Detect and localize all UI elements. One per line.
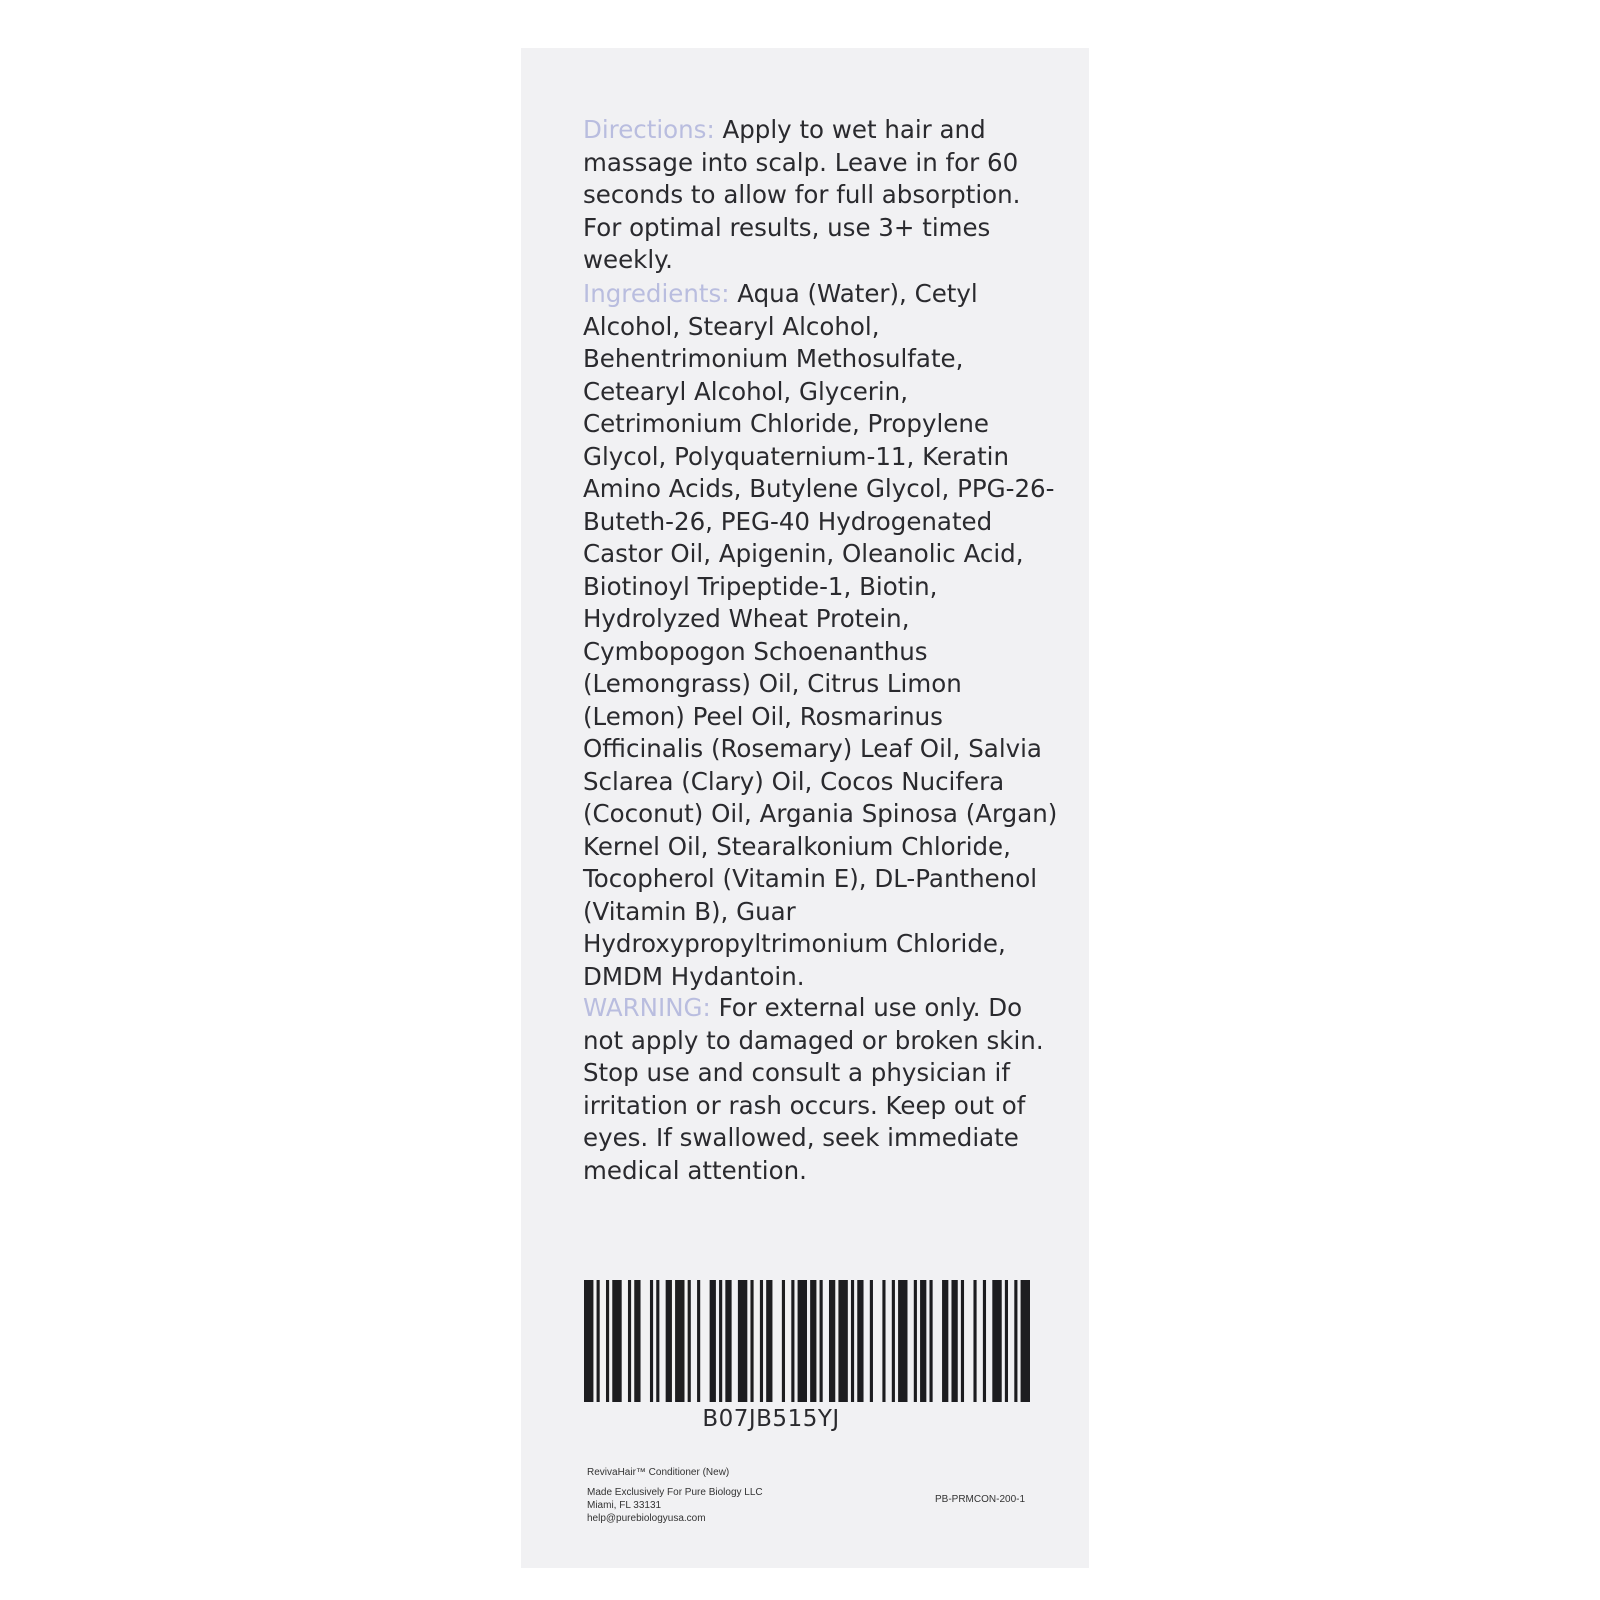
barcode	[584, 1280, 1030, 1402]
directions-section	[583, 114, 1063, 277]
product-code: PB-PRMCON-200-1	[935, 1494, 1026, 1505]
directions-label: Directions:	[583, 115, 715, 144]
directions-text: Apply to wet hair and massage into scalp. Leave in for 60 seconds to allow for full absorption. For optimal results, use 3+ times weekly.	[583, 115, 1021, 274]
ingredients-section	[583, 278, 1063, 993]
warning-section	[583, 992, 1063, 1187]
warning-label: WARNING:	[583, 993, 711, 1022]
ingredients-text: Aqua (Water), Cetyl Alcohol, Stearyl Alcohol, Behentrimonium Methosulfate, Cetearyl Alcohol, Glycerin, Cetrimonium Chloride, Propylene Glycol, Polyquaternium-11, Keratin Amino Acids, Butylene Glycol, PPG-26-Buteth-26, PEG-40 Hydrogenated Castor Oil, Apigenin, Oleanolic Acid, Biotinoyl Tripeptide-1, Biotin, Hydrolyzed Wheat Protein, Cymbopogon Schoenanthus (Lemongrass) Oil, Citrus Limon (Lemon) Peel Oil, Rosmarinus Officinalis (Rosemary) Leaf Oil, Salvia Sclarea (Clary) Oil, Cocos Nucifera (Coconut) Oil, Argania Spinosa (Argan) Kernel Oil, Stearalkonium Chloride, Tocopherol (Vitamin E), DL-Panthenol (Vitamin B), Guar Hydroxypropyltrimonium Chloride, DMDM Hydantoin.	[583, 279, 1058, 991]
manufacturer-info	[587, 1486, 763, 1525]
manufacturer-email: help@purebiologyusa.com	[587, 1513, 706, 1524]
warning-text: For external use only. Do not apply to damaged or broken skin. Stop use and consult a physician if irritation or rash occurs. Keep out of eyes. If swallowed, seek immediate medical attention.	[583, 993, 1044, 1185]
ingredients-label: Ingredients:	[583, 279, 730, 308]
manufacturer-address: Miami, FL 33131	[587, 1500, 662, 1511]
barcode-number: B07JB515YJ	[702, 1406, 840, 1432]
manufacturer-name: Made Exclusively For Pure Biology LLC	[587, 1487, 763, 1498]
label-panel	[521, 48, 1089, 1568]
product-name: RevivaHair™ Conditioner (New)	[587, 1467, 730, 1478]
